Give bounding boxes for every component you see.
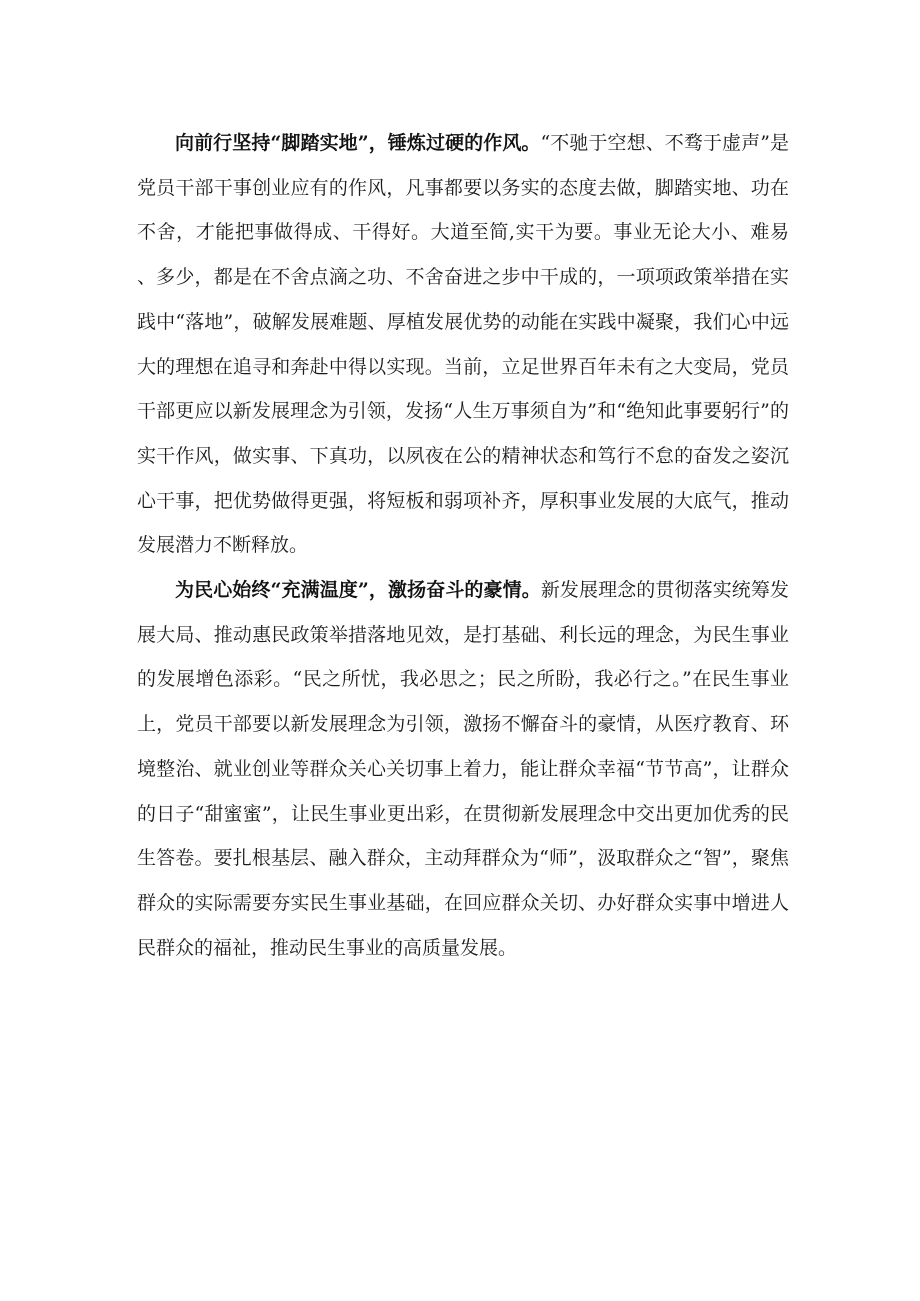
- paragraph-practical-work-style: [137, 121, 789, 568]
- paragraph-lead-heading: 向前行坚持“脚踏实地”，锤炼过硬的作风。: [175, 132, 541, 154]
- paragraph-body-text: 新发展理念的贯彻落实统筹发展大局、推动惠民政策举措落地见效，是打基础、利长远的理念，为民生事业的发展增色添彩。“民之所忧，我必思之；民之所盼，我必行之。”在民生事业上，党员干部要以新发展理念为引领，激扬不懈奋斗的豪情，从医疗教育、环境整治、就业创业等群众关心关切事上着力，能让群众幸福“节节高”，让群众的日子“甜蜜蜜”，让民生事业更出彩，在贯彻新发展理念中交出更加优秀的民生答卷。要扎根基层、融入群众，主动拜群众为“师”，汲取群众之“智”，聚焦群众的实际需要夯实民生事业基础，在回应群众关切、办好群众实事中增进人民群众的福祉，推动民生事业的高质量发展。: [137, 579, 789, 959]
- paragraph-body-text: “不驰于空想、不骛于虚声”是党员干部干事创业应有的作风，凡事都要以务实的态度去做，脚踏实地、功在不舍，才能把事做得成、干得好。大道至简,实干为要。事业无论大小、难易、多少，都是在不舍点滴之功、不舍奋进之步中干成的，一项项政策举措在实践中“落地”，破解发展难题、厚植发展优势的动能在实践中凝聚，我们心中远大的理想在追寻和奔赴中得以实现。当前，立足世界百年未有之大变局，党员干部更应以新发展理念为引领，发扬“人生万事须自为”和“绝知此事要躬行”的实干作风，做实事、下真功，以夙夜在公的精神状态和笃行不怠的奋发之姿沉心干事，把优势做得更强，将短板和弱项补齐，厚积事业发展的大底气，推动发展潜力不断释放。: [137, 132, 789, 557]
- paragraph-lead-heading: 为民心始终“充满温度”，激扬奋斗的豪情。: [175, 579, 541, 602]
- paragraph-people-livelihood: [137, 568, 789, 970]
- document-body: [137, 121, 789, 970]
